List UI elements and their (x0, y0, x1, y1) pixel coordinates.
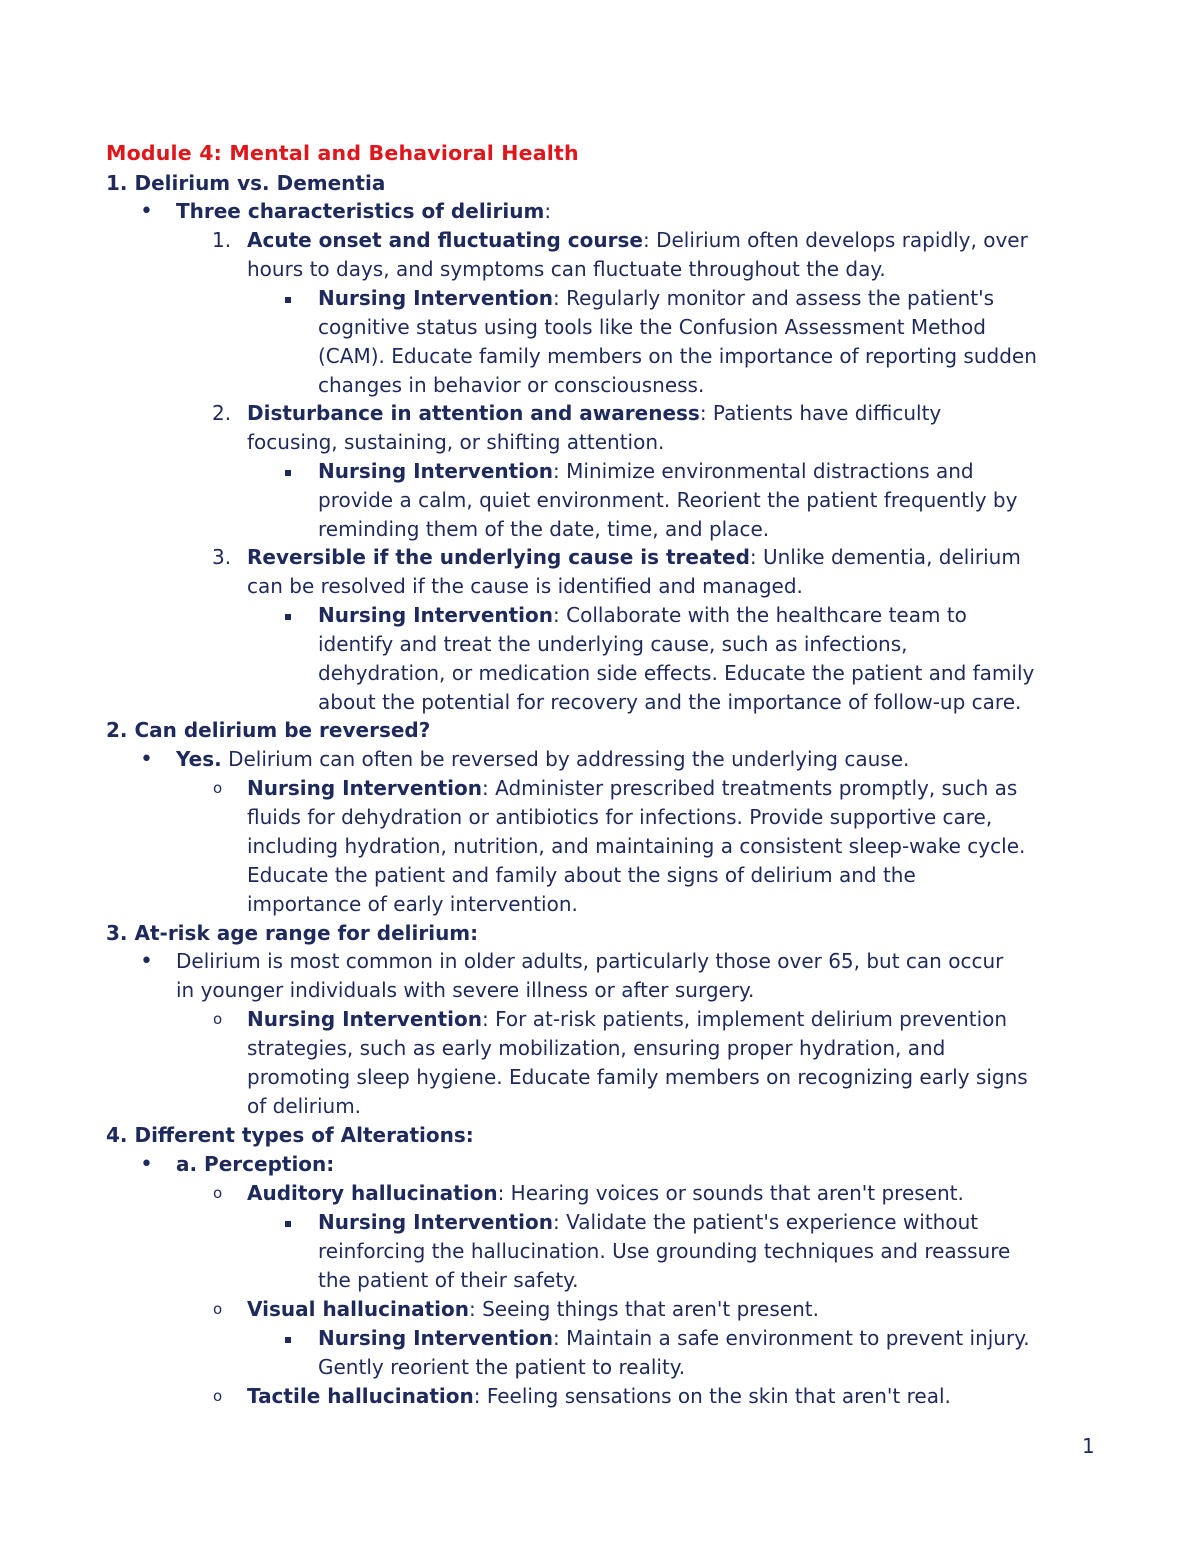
nursing-intervention-continued: strategies, such as early mobilization, ensuring proper hydration, and (247, 1036, 946, 1060)
list-item: Reversible if the underlying cause is treated: Unlike dementia, delirium (247, 545, 1021, 569)
nursing-intervention-continued: the patient of their safety. (318, 1268, 579, 1292)
section-heading-2: 2. Can delirium be reversed? (106, 718, 431, 742)
list-number: 1. (212, 228, 232, 252)
nursing-intervention-continued: cognitive status using tools like the Confusion Assessment Method (318, 315, 986, 339)
bullet-marker: • (140, 949, 153, 974)
list-item: Auditory hallucination: Hearing voices or sounds that aren't present. (247, 1181, 964, 1205)
square-bullet-icon (285, 284, 291, 313)
nursing-intervention-continued: identify and treat the underlying cause, such as infections, (318, 632, 908, 656)
square-bullet-icon (285, 601, 291, 630)
nursing-intervention: Nursing Intervention: Validate the patient's experience without (318, 1210, 979, 1234)
nursing-intervention-continued: Educate the patient and family about the signs of delirium and the (247, 863, 916, 887)
section-heading-4: 4. Different types of Alterations: (106, 1123, 474, 1147)
circle-bullet-icon: o (213, 1387, 223, 1405)
nursing-intervention-continued: promoting sleep hygiene. Educate family members on recognizing early signs (247, 1065, 1028, 1089)
bullet-marker: • (140, 199, 153, 224)
bullet-text: Three characteristics of delirium: (176, 199, 552, 223)
page-title: Module 4: Mental and Behavioral Health (106, 141, 579, 165)
nursing-intervention-continued: dehydration, or medication side effects. Educate the patient and family (318, 661, 1035, 685)
square-bullet-icon (285, 457, 291, 486)
nursing-intervention: Nursing Intervention: For at-risk patients, implement delirium prevention (247, 1007, 1008, 1031)
nursing-intervention-continued: reinforcing the hallucination. Use grounding techniques and reassure (318, 1239, 1011, 1263)
circle-bullet-icon: o (213, 1300, 223, 1318)
nursing-intervention: Nursing Intervention: Regularly monitor and assess the patient's (318, 286, 995, 310)
square-bullet-icon (285, 1208, 291, 1237)
nursing-intervention-continued: of delirium. (247, 1094, 362, 1118)
nursing-intervention-continued: (CAM). Educate family members on the importance of reporting sudden (318, 344, 1037, 368)
bullet-text-continued: in younger individuals with severe illness or after surgery. (176, 978, 755, 1002)
nursing-intervention: Nursing Intervention: Administer prescribed treatments promptly, such as (247, 776, 1018, 800)
nursing-intervention-continued: Gently reorient the patient to reality. (318, 1355, 686, 1379)
nursing-intervention-continued: importance of early intervention. (247, 892, 578, 916)
list-item-continued: can be resolved if the cause is identified and managed. (247, 574, 803, 598)
nursing-intervention-continued: changes in behavior or consciousness. (318, 373, 705, 397)
bullet-text: Delirium is most common in older adults, particularly those over 65, but can occur (176, 949, 1004, 973)
bullet-text: Yes. Delirium can often be reversed by addressing the underlying cause. (176, 747, 910, 771)
bullet-marker: • (140, 1152, 153, 1177)
section-heading-1: 1. Delirium vs. Dementia (106, 171, 386, 195)
list-number: 2. (212, 401, 232, 425)
page-number: 1 (1082, 1434, 1095, 1458)
section-heading-3: 3. At-risk age range for delirium: (106, 921, 479, 945)
list-number: 3. (212, 545, 232, 569)
bullet-marker: • (140, 747, 153, 772)
circle-bullet-icon: o (213, 779, 223, 797)
nursing-intervention: Nursing Intervention: Maintain a safe environment to prevent injury. (318, 1326, 1030, 1350)
nursing-intervention: Nursing Intervention: Collaborate with the healthcare team to (318, 603, 967, 627)
nursing-intervention-continued: about the potential for recovery and the importance of follow-up care. (318, 690, 1022, 714)
list-item: Disturbance in attention and awareness: Patients have difficulty (247, 401, 942, 425)
subsection-perception: a. Perception: (176, 1152, 335, 1176)
list-item: Tactile hallucination: Feeling sensations on the skin that aren't real. (247, 1384, 951, 1408)
circle-bullet-icon: o (213, 1184, 223, 1202)
nursing-intervention-continued: including hydration, nutrition, and maintaining a consistent sleep-wake cycle. (247, 834, 1026, 858)
list-item-continued: hours to days, and symptoms can fluctuate throughout the day. (247, 257, 886, 281)
nursing-intervention-continued: fluids for dehydration or antibiotics for infections. Provide supportive care, (247, 805, 993, 829)
list-item: Visual hallucination: Seeing things that aren't present. (247, 1297, 819, 1321)
circle-bullet-icon: o (213, 1010, 223, 1028)
nursing-intervention: Nursing Intervention: Minimize environmental distractions and (318, 459, 974, 483)
list-item-continued: focusing, sustaining, or shifting attention. (247, 430, 665, 454)
nursing-intervention-continued: provide a calm, quiet environment. Reorient the patient frequently by (318, 488, 1018, 512)
square-bullet-icon (285, 1324, 291, 1353)
nursing-intervention-continued: reminding them of the date, time, and place. (318, 517, 770, 541)
list-item: Acute onset and fluctuating course: Delirium often develops rapidly, over (247, 228, 1028, 252)
